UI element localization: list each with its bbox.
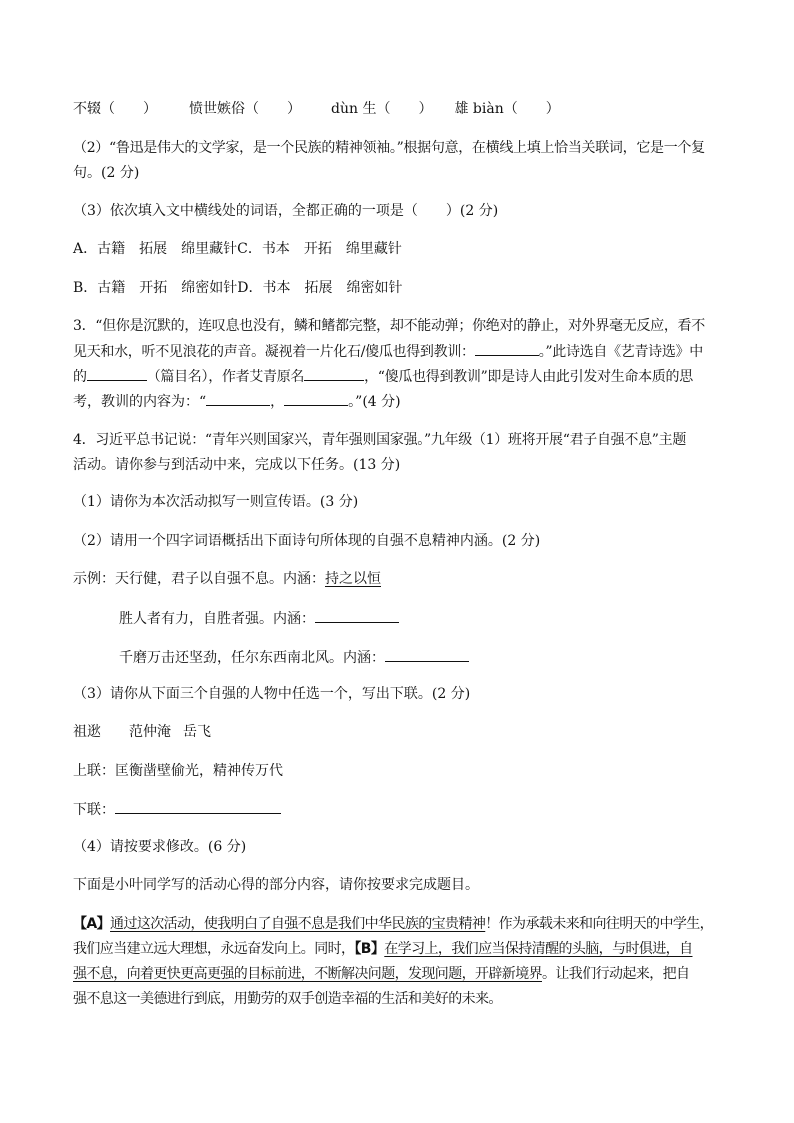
pinyin-row xyxy=(73,99,560,119)
paragraph-line-1: 【A】通过这次活动，使我明白了自强不息是我们中华民族的宝贵精神！作为承载未来和向往明天的中学生， xyxy=(73,916,714,932)
upper-couplet: 上联：匡衡凿壁偷光，精神传万代 xyxy=(73,763,283,779)
person-3: 岳飞 xyxy=(183,724,211,740)
sentence-b-part-2: 强不息，向着更快更高更强的目标前进，不断解决问题，发现问题，开辟新境界 xyxy=(73,966,542,982)
blank-3-3[interactable] xyxy=(304,366,364,381)
people-list xyxy=(73,722,211,742)
question-3-line-4: 考，教训的内容为：“ ， 。”(4 分) xyxy=(73,391,401,411)
blank-4-2-2[interactable] xyxy=(385,647,469,662)
pinyin-item-3: dùn 生（ ） xyxy=(331,101,433,117)
example-answer: 持之以恒 xyxy=(325,571,381,587)
person-2: 范仲淹 xyxy=(129,724,171,740)
question-4-2: （2）请用一个四字词语概括出下面诗句所体现的自强不息精神内涵。(2 分) xyxy=(73,533,541,549)
question-2-2-line-1: （2）“鲁迅是伟大的文学家，是一个民族的精神领袖。”根据句意，在横线上填上恰当关联词，它是一个复 xyxy=(73,140,705,156)
question-3-line-1: 3．“但你是沉默的，连叹息也没有，鳞和鳍都完整，却不能动弹；你绝对的静止，对外界毫无反应，看不 xyxy=(73,318,705,334)
question-4-3: （3）请你从下面三个自强的人物中任选一个，写出下联。(2 分) xyxy=(73,686,471,702)
paragraph-line-2: 我们应当建立远大理想，永远奋发向上。同时，【B】在学习上，我们应当保持清醒的头脑，与时俱进，自 xyxy=(73,941,693,957)
blank-4-3[interactable] xyxy=(115,799,281,814)
marker-b: 【B】 xyxy=(354,941,385,957)
options-row-1 xyxy=(73,239,402,259)
blank-3-5[interactable] xyxy=(284,391,348,406)
options-row-2 xyxy=(73,278,403,298)
option-a: A．古籍 拓展 绵里藏针 xyxy=(73,241,238,257)
question-4-1: （1）请你为本次活动拟写一则宣传语。(3 分) xyxy=(73,494,359,510)
blank-3-2[interactable] xyxy=(87,366,147,381)
blank-3-1[interactable] xyxy=(475,341,539,356)
question-4-4-intro: 下面是小叶同学写的活动心得的部分内容，请你按要求完成题目。 xyxy=(73,877,479,893)
question-3-line-2: 见天和水，听不见浪花的声音。凝视着一片化石/傻瓜也得到教训： 。”此诗选自《艺青诗选》中 xyxy=(73,341,703,361)
poem-line-1: 胜人者有力，自胜者强。内涵： xyxy=(119,608,399,628)
question-4-line-2: 活动。请你参与到活动中来，完成以下任务。(13 分) xyxy=(73,457,401,473)
paragraph-line-4: 强不息这一美德进行到底，用勤劳的双手创造幸福的生活和美好的未来。 xyxy=(73,991,502,1007)
sentence-b-part-1: 在学习上，我们应当保持清醒的头脑，与时俱进，自 xyxy=(384,941,693,957)
sentence-a: 通过这次活动，使我明白了自强不息是我们中华民族的宝贵精神 xyxy=(110,916,486,932)
lower-couplet: 下联： xyxy=(73,799,281,819)
example-line: 示例：天行健，君子以自强不息。内涵：持之以恒 xyxy=(73,571,381,587)
question-2-2-line-2: 句。(2 分) xyxy=(73,165,140,181)
pinyin-item-1: 不辍（ ） xyxy=(73,101,157,117)
option-d: D．书本 拓展 绵密如针 xyxy=(237,280,403,296)
person-1: 祖逖 xyxy=(73,724,101,740)
blank-3-4[interactable] xyxy=(206,391,270,406)
blank-4-2-1[interactable] xyxy=(315,608,399,623)
question-4-line-1: 4．习近平总书记说：“青年兴则国家兴，青年强则国家强。”九年级（1）班将开展“君子自强不息”主题 xyxy=(73,432,687,448)
option-b: B．古籍 开拓 绵密如针 xyxy=(73,280,238,296)
pinyin-item-2: 愤世嫉俗（ ） xyxy=(189,101,301,117)
question-3-line-3: 的 （篇目名），作者艾青原名 ，“傻瓜也得到教训”即是诗人由此引发对生命本质的思 xyxy=(73,366,693,386)
marker-a: 【A】 xyxy=(73,916,111,932)
poem-line-2: 千磨万击还坚劲，任尔东西南北风。内涵： xyxy=(119,647,469,667)
paragraph-line-3: 强不息，向着更快更高更强的目标前进，不断解决问题，发现问题，开辟新境界。让我们行动起来，把自 xyxy=(73,966,690,982)
option-c: C．书本 开拓 绵里藏针 xyxy=(237,241,402,257)
question-2-3-stem: （3）依次填入文中横线处的词语，全都正确的一项是（ ）(2 分) xyxy=(73,203,499,219)
question-4-4: （4）请按要求修改。(6 分) xyxy=(73,839,247,855)
pinyin-item-4: 雄 biàn（ ） xyxy=(454,101,560,117)
